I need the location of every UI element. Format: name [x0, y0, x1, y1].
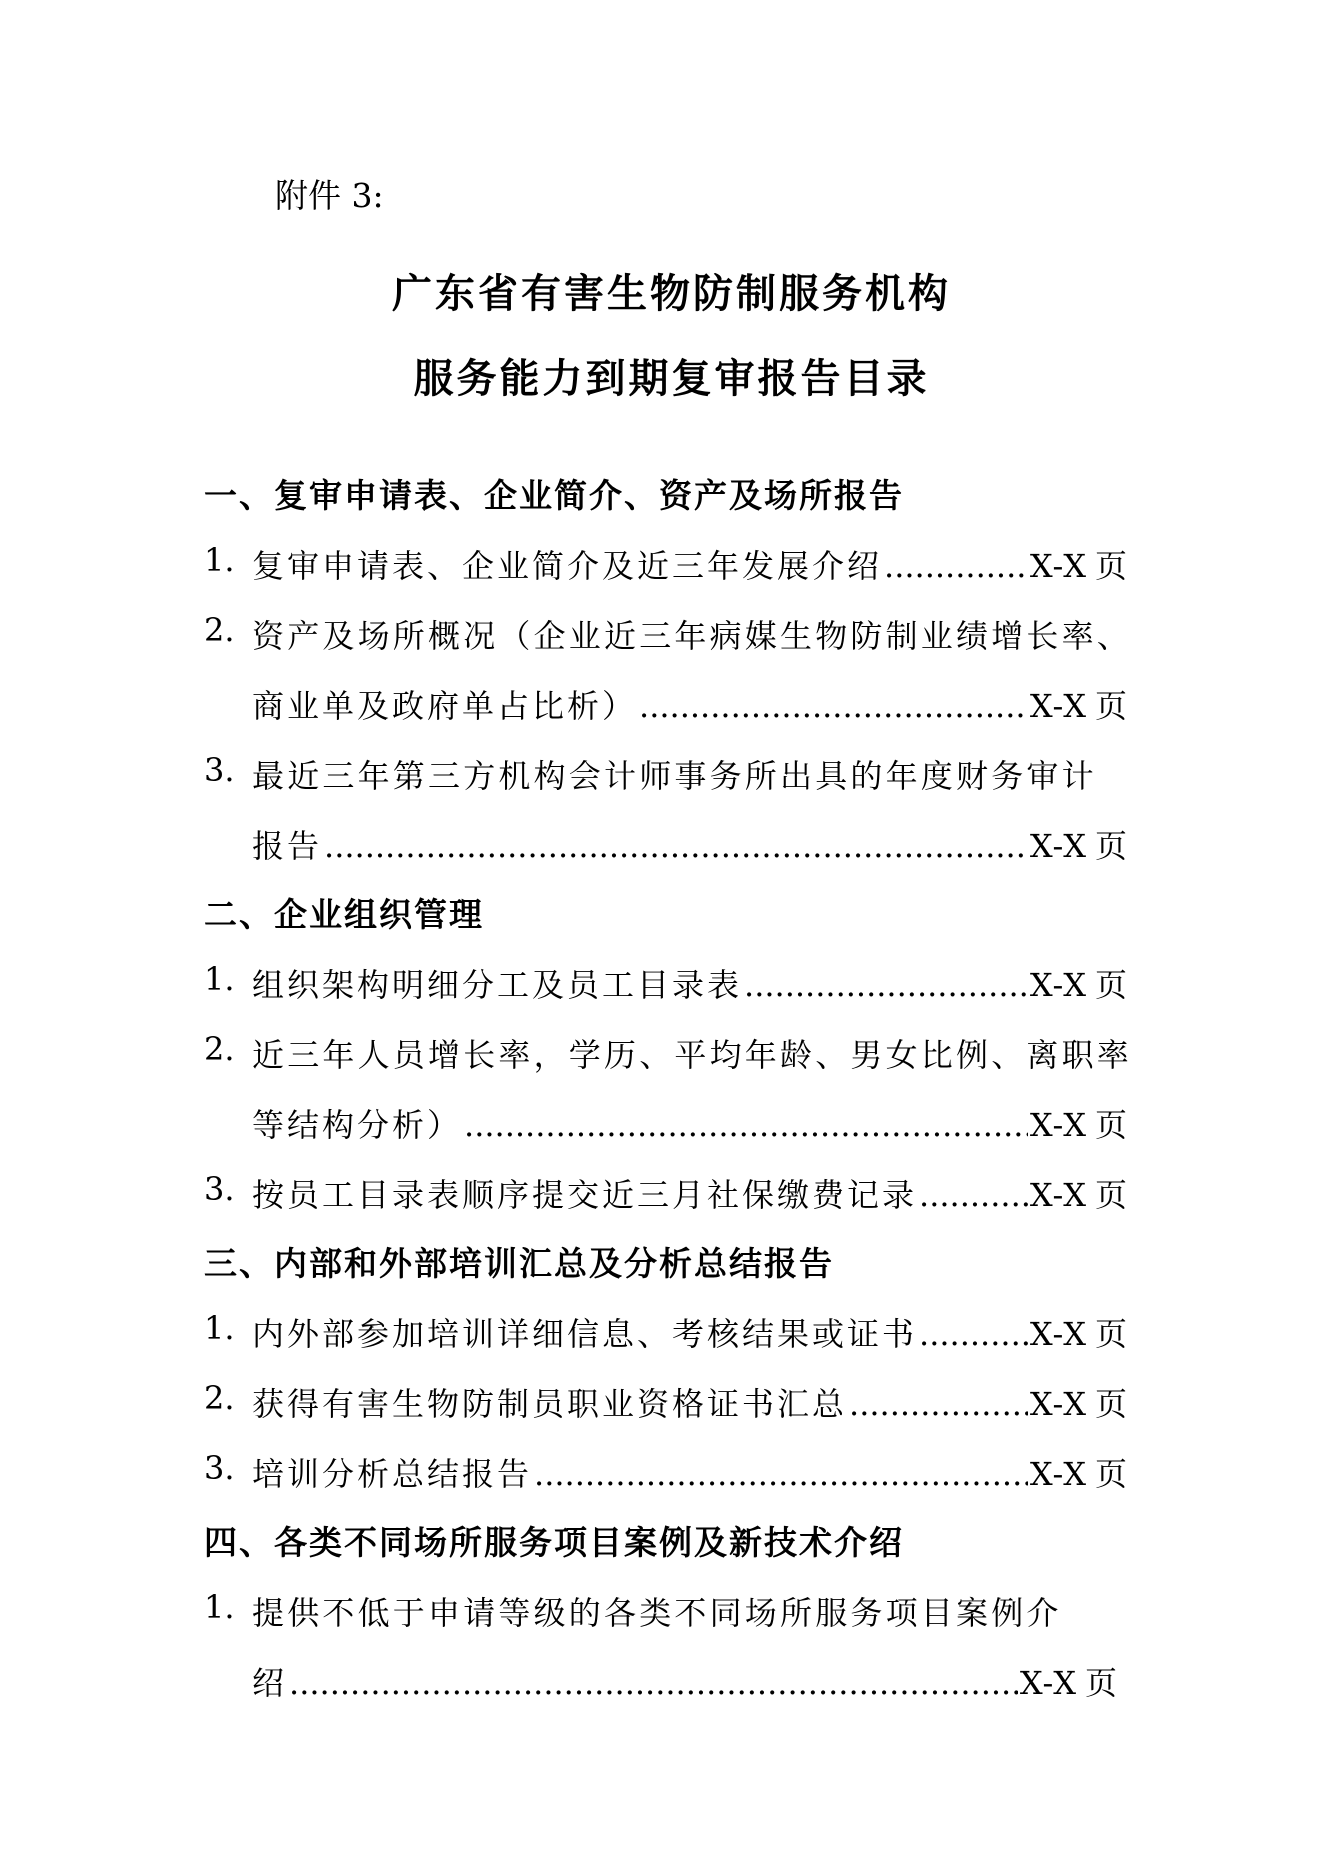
page-unit: 页 [1094, 687, 1128, 725]
entry-number: 1. [204, 541, 235, 579]
page-unit: 页 [1094, 1455, 1128, 1493]
dot-leader [884, 547, 1028, 585]
page-range: X-X [1029, 547, 1087, 585]
dot-leader [849, 1385, 1028, 1423]
page-range: X-X [1029, 1315, 1087, 1353]
entry-text-first-line: 提供不低于申请等级的各类不同场所服务项目案例介 [252, 1594, 1062, 1632]
entry-number: 2. [204, 1379, 235, 1417]
toc-line [252, 821, 1128, 867]
dot-leader [289, 1664, 1018, 1702]
entry-number: 1. [204, 960, 235, 998]
entry-text: 商业单及政府单占比析） [252, 687, 638, 725]
entry-number: 2. [204, 1030, 235, 1068]
dot-leader [534, 1455, 1028, 1493]
page-range: X-X [1029, 687, 1087, 725]
entry-text: 复审申请表、企业简介及近三年发展介绍 [252, 547, 883, 585]
page-range: X-X [1029, 1455, 1087, 1493]
dot-leader [919, 1176, 1028, 1214]
attachment-label: 附件 3: [275, 176, 384, 215]
entry-number: 3. [204, 1170, 235, 1208]
entry-number: 1. [204, 1588, 235, 1626]
entry-text-first-line: 近三年人员增长率，学历、平均年龄、男女比例、离职率 [252, 1036, 1133, 1074]
page-unit: 页 [1094, 1176, 1128, 1214]
entry-number: 1. [204, 1309, 235, 1347]
section-heading-2: 二、企业组织管理 [204, 895, 484, 934]
dot-leader [744, 966, 1028, 1004]
entry-text: 绍 [252, 1664, 288, 1702]
toc-line [252, 1379, 1128, 1425]
entry-text: 获得有害生物防制员职业资格证书汇总 [252, 1385, 848, 1423]
entry-text: 等结构分析） [252, 1106, 463, 1144]
page-unit: 页 [1094, 1315, 1128, 1353]
entry-text: 培训分析总结报告 [252, 1455, 533, 1493]
page-unit: 页 [1094, 1385, 1128, 1423]
section-heading-1: 一、复审申请表、企业简介、资产及场所报告 [204, 476, 904, 515]
toc-line [252, 1170, 1128, 1216]
page-range: X-X [1029, 1106, 1087, 1144]
section-heading-3: 三、内部和外部培训汇总及分析总结报告 [204, 1244, 834, 1283]
entry-number: 3. [204, 1449, 235, 1487]
page-range: X-X [1029, 827, 1087, 865]
entry-text: 组织架构明细分工及员工目录表 [252, 966, 743, 1004]
toc-line [252, 1309, 1128, 1355]
dot-leader [919, 1315, 1028, 1353]
entry-text: 内外部参加培训详细信息、考核结果或证书 [252, 1315, 918, 1353]
page-range: X-X [1019, 1664, 1077, 1702]
page-unit: 页 [1094, 827, 1128, 865]
section-heading-4: 四、各类不同场所服务项目案例及新技术介绍 [204, 1523, 904, 1562]
toc-line [252, 1100, 1128, 1146]
page-range: X-X [1029, 1385, 1087, 1423]
document-title-line-1: 广东省有害生物防制服务机构 [392, 270, 951, 317]
toc-line [252, 1449, 1128, 1495]
toc-line [252, 681, 1128, 727]
toc-line [252, 541, 1128, 587]
entry-text: 按员工目录表顺序提交近三月社保缴费记录 [252, 1176, 918, 1214]
dot-leader [639, 687, 1028, 725]
entry-text-first-line: 资产及场所概况（企业近三年病媒生物防制业绩增长率、 [252, 617, 1133, 655]
page-unit: 页 [1084, 1664, 1118, 1702]
page-unit: 页 [1094, 547, 1128, 585]
dot-leader [324, 827, 1028, 865]
dot-leader [464, 1106, 1028, 1144]
toc-line [252, 1658, 1118, 1704]
page-unit: 页 [1094, 966, 1128, 1004]
toc-line [252, 960, 1128, 1006]
page-range: X-X [1029, 966, 1087, 1004]
entry-number: 3. [204, 751, 235, 789]
entry-text-first-line: 最近三年第三方机构会计师事务所出具的年度财务审计 [252, 757, 1097, 795]
page-range: X-X [1029, 1176, 1087, 1214]
entry-number: 2. [204, 611, 235, 649]
document-title-line-2: 服务能力到期复审报告目录 [413, 355, 930, 402]
page-unit: 页 [1094, 1106, 1128, 1144]
entry-text: 报告 [252, 827, 323, 865]
